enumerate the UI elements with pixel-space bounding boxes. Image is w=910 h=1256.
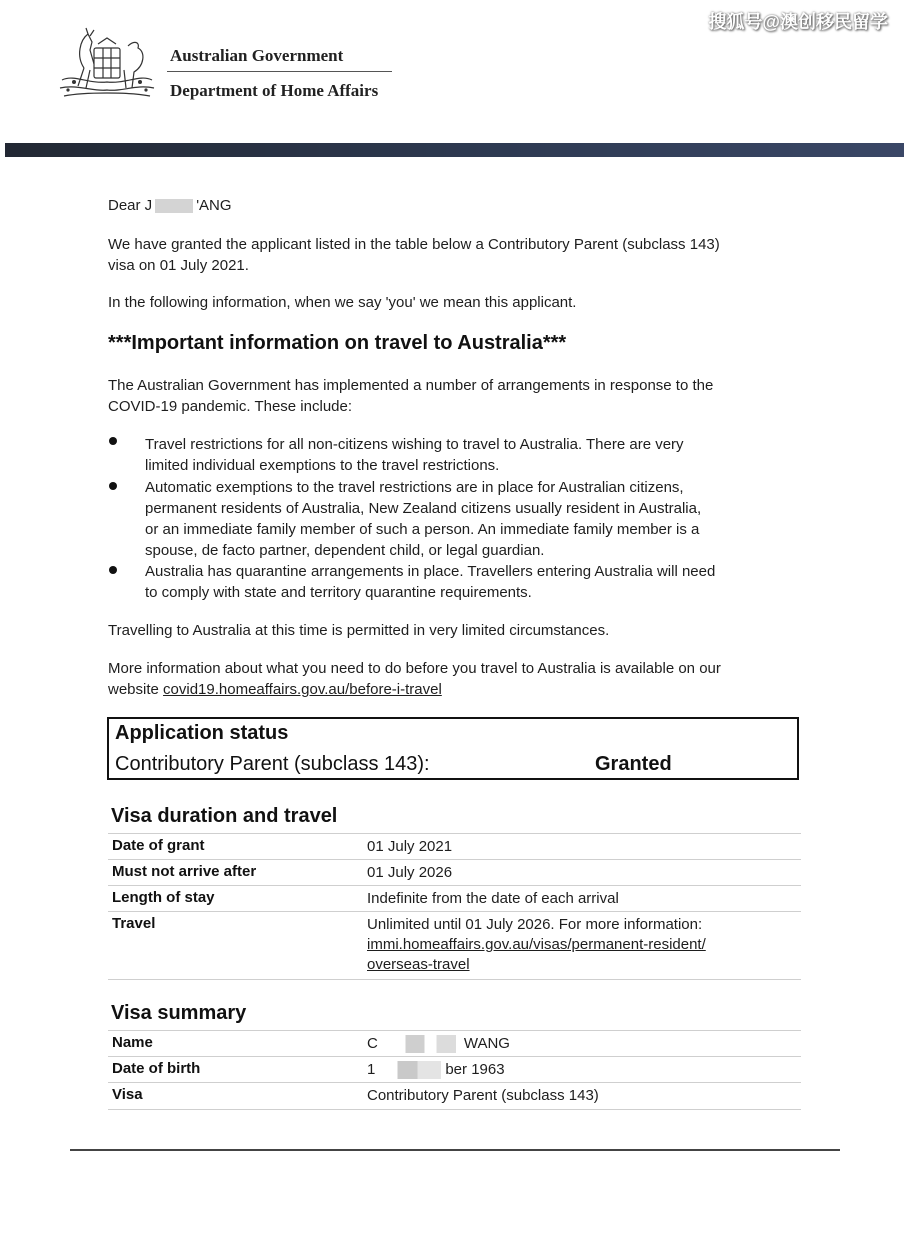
table-row <box>108 833 801 860</box>
name-start: C <box>367 1035 378 1052</box>
bullet-item-2-line-4: spouse, de facto partner, dependent child, or legal guardian. <box>145 542 545 559</box>
grant-paragraph-line-1: We have granted the applicant listed in the table below a Contributory Parent (subclass 143) <box>108 236 720 253</box>
bullet-item-1 <box>145 434 805 476</box>
table-row <box>108 859 801 886</box>
salutation-start: Dear J <box>108 197 153 214</box>
name-end: WANG <box>463 1035 510 1052</box>
row-label: Visa <box>112 1086 143 1103</box>
government-title: Australian Government <box>170 46 344 65</box>
dob-end: ber 1963 <box>445 1061 505 1078</box>
bullet-item-3 <box>145 561 805 603</box>
row-value: 01 July 2026 <box>367 864 453 881</box>
salutation <box>108 195 808 216</box>
travel-info-link-continued[interactable]: overseas-travel <box>367 956 470 973</box>
application-status-box <box>107 717 799 780</box>
row-label: Date of birth <box>112 1060 201 1077</box>
more-info-line-2 <box>108 679 808 700</box>
more-info-paragraph <box>108 658 808 700</box>
table-row <box>108 911 801 980</box>
footer-divider <box>70 1149 840 1151</box>
row-value <box>367 915 787 975</box>
covid-paragraph-line-1: The Australian Government has implemented a number of arrangements in response to the <box>108 377 714 394</box>
more-info-prefix: website <box>108 681 164 698</box>
row-value <box>367 1060 787 1080</box>
grant-paragraph <box>108 234 808 276</box>
row-label: Travel <box>112 915 156 932</box>
duration-title: Visa duration and travel <box>111 805 338 827</box>
status-badge: Granted <box>595 753 672 775</box>
department-name: Department of Home Affairs <box>170 81 379 100</box>
table-row <box>108 1030 801 1057</box>
bullet-item-1-line-2: limited individual exemptions to the travel restrictions. <box>145 457 500 474</box>
row-label: Date of grant <box>112 837 205 854</box>
table-row <box>108 1082 801 1110</box>
row-value: 01 July 2021 <box>367 838 453 855</box>
bullet-item-2 <box>145 477 805 561</box>
definition-paragraph: In the following information, when we say 'you' we mean this applicant. <box>108 294 577 311</box>
watermark: 搜狐号@澳创移民留学 <box>708 12 888 32</box>
bullet-item-2-line-1: Automatic exemptions to the travel restrictions are in place for Australian citizens, <box>145 479 684 496</box>
travel-info-link[interactable]: immi.homeaffairs.gov.au/visas/permanent-resident/ <box>367 936 706 953</box>
row-label: Must not arrive after <box>112 863 257 880</box>
covid-paragraph-line-2: COVID-19 pandemic. These include: <box>108 398 353 415</box>
header-divider <box>167 71 392 72</box>
summary-title: Visa summary <box>111 1002 247 1024</box>
status-title: Application status <box>115 722 289 744</box>
bullet-item-3-line-2: to comply with state and territory quarantine requirements. <box>145 584 532 601</box>
bullet-item-2-line-2: permanent residents of Australia, New Zealand citizens usually resident in Australia, <box>145 500 702 517</box>
row-label: Length of stay <box>112 889 215 906</box>
bullet-item-2-line-3: or an immediate family member of such a person. An immediate family member is a <box>145 521 700 538</box>
redaction-block <box>155 199 193 213</box>
row-label: Name <box>112 1034 153 1051</box>
salutation-end: 'ANG <box>196 197 232 214</box>
status-visa-label: Contributory Parent (subclass 143): <box>115 753 430 775</box>
bullet-item-1-line-1: Travel restrictions for all non-citizens wishing to travel to Australia. There are very <box>145 436 684 453</box>
table-row <box>108 885 801 912</box>
travel-value-text: Unlimited until 01 July 2026. For more information: <box>367 916 703 933</box>
dob-start: 1 <box>367 1061 376 1078</box>
bullet-icon <box>109 437 117 445</box>
covid-info-link[interactable]: covid19.homeaffairs.gov.au/before-i-travel <box>163 681 442 698</box>
row-value <box>367 1034 787 1054</box>
header-band <box>5 143 904 157</box>
table-row <box>108 1056 801 1083</box>
bullet-icon <box>109 482 117 490</box>
travel-heading: ***Important information on travel to Australia*** <box>108 332 567 354</box>
redaction-block <box>379 1061 441 1079</box>
bullet-icon <box>109 566 117 574</box>
more-info-line-1: More information about what you need to do before you travel to Australia is available on our <box>108 660 721 677</box>
redaction-block <box>386 1035 456 1053</box>
row-value: Contributory Parent (subclass 143) <box>367 1087 599 1104</box>
row-value: Indefinite from the date of each arrival <box>367 890 619 907</box>
covid-paragraph <box>108 375 808 417</box>
bullet-item-3-line-1: Australia has quarantine arrangements in place. Travellers entering Australia will need <box>145 563 716 580</box>
coat-of-arms-icon <box>54 26 158 102</box>
limited-paragraph: Travelling to Australia at this time is permitted in very limited circumstances. <box>108 622 610 639</box>
grant-paragraph-line-2: visa on 01 July 2021. <box>108 257 249 274</box>
